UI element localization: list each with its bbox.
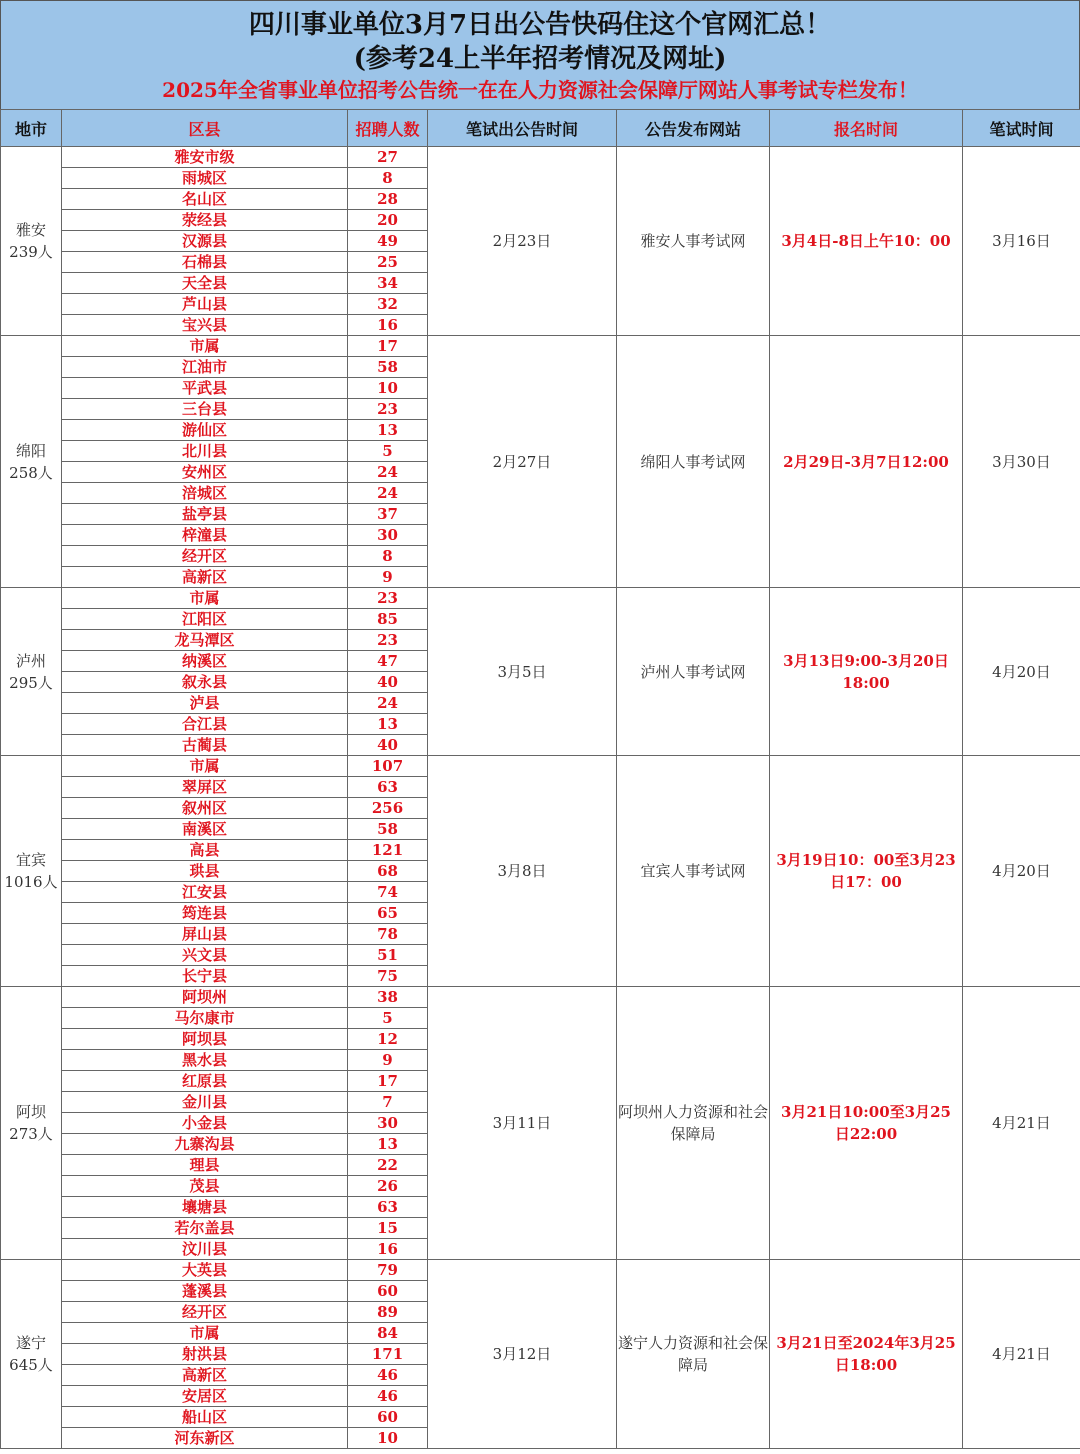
recruit-count: 9 bbox=[348, 1050, 428, 1071]
county-name: 安居区 bbox=[62, 1386, 348, 1407]
recruit-count: 13 bbox=[348, 420, 428, 441]
county-name: 小金县 bbox=[62, 1113, 348, 1134]
county-name: 宝兴县 bbox=[62, 315, 348, 336]
county-name: 三台县 bbox=[62, 399, 348, 420]
recruit-count: 60 bbox=[348, 1281, 428, 1302]
page-title: 四川事业单位3月7日出公告快码住这个官网汇总！ bbox=[248, 10, 832, 40]
county-name: 石棉县 bbox=[62, 252, 348, 273]
county-name: 雅安市级 bbox=[62, 147, 348, 168]
recruit-count: 34 bbox=[348, 273, 428, 294]
recruit-count: 65 bbox=[348, 903, 428, 924]
registration-time: 3月21日至2024年3月25日18:00 bbox=[770, 1260, 963, 1449]
city-cell bbox=[1, 756, 62, 987]
exam-date: 3月30日 bbox=[963, 336, 1080, 588]
county-name: 黑水县 bbox=[62, 1050, 348, 1071]
publish-website: 绵阳人事考试网 bbox=[617, 336, 770, 588]
county-name: 理县 bbox=[62, 1155, 348, 1176]
recruit-count: 30 bbox=[348, 525, 428, 546]
registration-time: 3月4日-8日上午10：00 bbox=[770, 147, 963, 336]
recruit-count: 58 bbox=[348, 819, 428, 840]
county-name: 大英县 bbox=[62, 1260, 348, 1281]
recruit-count: 28 bbox=[348, 189, 428, 210]
announce-date: 3月12日 bbox=[428, 1260, 617, 1449]
city-name: 遂宁 bbox=[15, 1334, 46, 1352]
city-cell bbox=[1, 1260, 62, 1449]
recruit-count: 63 bbox=[348, 1197, 428, 1218]
county-name: 高县 bbox=[62, 840, 348, 861]
county-name: 市属 bbox=[62, 1323, 348, 1344]
county-name: 马尔康市 bbox=[62, 1008, 348, 1029]
recruit-count: 107 bbox=[348, 756, 428, 777]
county-name: 红原县 bbox=[62, 1071, 348, 1092]
county-name: 汶川县 bbox=[62, 1239, 348, 1260]
county-name: 河东新区 bbox=[62, 1428, 348, 1449]
registration-time: 3月13日9:00-3月20日18:00 bbox=[770, 588, 963, 756]
county-name: 屏山县 bbox=[62, 924, 348, 945]
recruit-count: 26 bbox=[348, 1176, 428, 1197]
exam-date: 4月20日 bbox=[963, 756, 1080, 987]
city-name: 阿坝 bbox=[15, 1103, 46, 1121]
county-name: 壤塘县 bbox=[62, 1197, 348, 1218]
recruit-count: 40 bbox=[348, 735, 428, 756]
city-cell bbox=[1, 987, 62, 1260]
recruit-count: 121 bbox=[348, 840, 428, 861]
notice-banner: 2025年全省事业单位招考公告统一在在人力资源社会保障厅网站人事考试专栏发布！ bbox=[162, 78, 918, 102]
recruit-count: 25 bbox=[348, 252, 428, 273]
recruit-count: 13 bbox=[348, 1134, 428, 1155]
col-header-city: 地市 bbox=[1, 110, 62, 147]
recruit-count: 23 bbox=[348, 399, 428, 420]
county-name: 雨城区 bbox=[62, 168, 348, 189]
exam-date: 4月20日 bbox=[963, 588, 1080, 756]
county-name: 南溪区 bbox=[62, 819, 348, 840]
exam-date: 3月16日 bbox=[963, 147, 1080, 336]
recruit-count: 10 bbox=[348, 1428, 428, 1449]
recruit-count: 24 bbox=[348, 462, 428, 483]
city-cell bbox=[1, 147, 62, 336]
recruit-count: 15 bbox=[348, 1218, 428, 1239]
recruit-count: 17 bbox=[348, 336, 428, 357]
col-header-exam: 笔试时间 bbox=[963, 110, 1080, 147]
table-row bbox=[1, 588, 1080, 609]
recruit-count: 51 bbox=[348, 945, 428, 966]
publish-website: 宜宾人事考试网 bbox=[617, 756, 770, 987]
col-header-registration: 报名时间 bbox=[770, 110, 963, 147]
col-header-count: 招聘人数 bbox=[348, 110, 428, 147]
county-name: 茂县 bbox=[62, 1176, 348, 1197]
recruit-count: 89 bbox=[348, 1302, 428, 1323]
city-total: 295人 bbox=[9, 673, 53, 692]
announce-date: 3月11日 bbox=[428, 987, 617, 1260]
county-name: 游仙区 bbox=[62, 420, 348, 441]
recruit-count: 16 bbox=[348, 315, 428, 336]
county-name: 高新区 bbox=[62, 567, 348, 588]
recruit-count: 9 bbox=[348, 567, 428, 588]
publish-website: 泸州人事考试网 bbox=[617, 588, 770, 756]
city-total: 273人 bbox=[9, 1125, 53, 1143]
recruit-count: 24 bbox=[348, 693, 428, 714]
recruit-count: 8 bbox=[348, 168, 428, 189]
county-name: 江安县 bbox=[62, 882, 348, 903]
announce-date: 3月5日 bbox=[428, 588, 617, 756]
county-name: 船山区 bbox=[62, 1407, 348, 1428]
recruit-count: 78 bbox=[348, 924, 428, 945]
col-header-announce: 笔试出公告时间 bbox=[428, 110, 617, 147]
registration-time: 2月29日-3月7日12:00 bbox=[770, 336, 963, 588]
recruit-count: 23 bbox=[348, 588, 428, 609]
county-name: 安州区 bbox=[62, 462, 348, 483]
county-name: 长宁县 bbox=[62, 966, 348, 987]
recruit-count: 17 bbox=[348, 1071, 428, 1092]
county-name: 芦山县 bbox=[62, 294, 348, 315]
city-name: 宜宾 bbox=[15, 851, 46, 869]
county-name: 市属 bbox=[62, 336, 348, 357]
recruit-count: 30 bbox=[348, 1113, 428, 1134]
recruit-count: 47 bbox=[348, 651, 428, 672]
county-name: 泸县 bbox=[62, 693, 348, 714]
table-body bbox=[1, 147, 1080, 1449]
recruit-count: 5 bbox=[348, 441, 428, 462]
recruit-count: 7 bbox=[348, 1092, 428, 1113]
county-name: 龙马潭区 bbox=[62, 630, 348, 651]
recruit-count: 60 bbox=[348, 1407, 428, 1428]
recruit-count: 85 bbox=[348, 609, 428, 630]
recruit-count: 22 bbox=[348, 1155, 428, 1176]
recruit-count: 27 bbox=[348, 147, 428, 168]
county-name: 天全县 bbox=[62, 273, 348, 294]
recruit-count: 20 bbox=[348, 210, 428, 231]
county-name: 纳溪区 bbox=[62, 651, 348, 672]
registration-time: 3月19日10：00至3月23日17：00 bbox=[770, 756, 963, 987]
county-name: 市属 bbox=[62, 588, 348, 609]
recruit-count: 58 bbox=[348, 357, 428, 378]
header-row bbox=[1, 110, 1080, 147]
recruit-count: 10 bbox=[348, 378, 428, 399]
county-name: 九寨沟县 bbox=[62, 1134, 348, 1155]
county-name: 翠屏区 bbox=[62, 777, 348, 798]
recruitment-table bbox=[0, 109, 1080, 1449]
recruit-count: 74 bbox=[348, 882, 428, 903]
recruit-count: 8 bbox=[348, 546, 428, 567]
county-name: 涪城区 bbox=[62, 483, 348, 504]
county-name: 汉源县 bbox=[62, 231, 348, 252]
table-row bbox=[1, 987, 1080, 1008]
county-name: 阿坝县 bbox=[62, 1029, 348, 1050]
recruit-count: 68 bbox=[348, 861, 428, 882]
county-name: 荥经县 bbox=[62, 210, 348, 231]
recruit-count: 171 bbox=[348, 1344, 428, 1365]
county-name: 盐亭县 bbox=[62, 504, 348, 525]
recruit-count: 23 bbox=[348, 630, 428, 651]
publish-website: 雅安人事考试网 bbox=[617, 147, 770, 336]
announce-date: 2月23日 bbox=[428, 147, 617, 336]
county-name: 北川县 bbox=[62, 441, 348, 462]
publish-website: 遂宁人力资源和社会保障局 bbox=[617, 1260, 770, 1449]
recruit-count: 256 bbox=[348, 798, 428, 819]
county-name: 蓬溪县 bbox=[62, 1281, 348, 1302]
page-subtitle: (参考24上半年招考情况及网址) bbox=[353, 44, 727, 74]
recruit-count: 63 bbox=[348, 777, 428, 798]
county-name: 若尔盖县 bbox=[62, 1218, 348, 1239]
recruit-count: 40 bbox=[348, 672, 428, 693]
county-name: 江油市 bbox=[62, 357, 348, 378]
col-header-county: 区县 bbox=[62, 110, 348, 147]
table-row bbox=[1, 336, 1080, 357]
recruit-count: 32 bbox=[348, 294, 428, 315]
county-name: 射洪县 bbox=[62, 1344, 348, 1365]
table-row bbox=[1, 147, 1080, 168]
recruit-count: 37 bbox=[348, 504, 428, 525]
city-cell bbox=[1, 588, 62, 756]
recruit-count: 84 bbox=[348, 1323, 428, 1344]
county-name: 经开区 bbox=[62, 1302, 348, 1323]
county-name: 叙州区 bbox=[62, 798, 348, 819]
recruit-count: 38 bbox=[348, 987, 428, 1008]
recruit-count: 49 bbox=[348, 231, 428, 252]
recruit-count: 5 bbox=[348, 1008, 428, 1029]
county-name: 经开区 bbox=[62, 546, 348, 567]
recruit-count: 46 bbox=[348, 1386, 428, 1407]
publish-website: 阿坝州人力资源和社会保障局 bbox=[617, 987, 770, 1260]
exam-date: 4月21日 bbox=[963, 1260, 1080, 1449]
announce-date: 2月27日 bbox=[428, 336, 617, 588]
county-name: 市属 bbox=[62, 756, 348, 777]
city-total: 1016人 bbox=[4, 873, 58, 891]
recruit-count: 13 bbox=[348, 714, 428, 735]
city-cell bbox=[1, 336, 62, 588]
county-name: 金川县 bbox=[62, 1092, 348, 1113]
table-row bbox=[1, 756, 1080, 777]
county-name: 古蔺县 bbox=[62, 735, 348, 756]
county-name: 叙永县 bbox=[62, 672, 348, 693]
table-row bbox=[1, 1260, 1080, 1281]
city-total: 645人 bbox=[9, 1356, 53, 1374]
announce-date: 3月8日 bbox=[428, 756, 617, 987]
registration-time: 3月21日10:00至3月25日22:00 bbox=[770, 987, 963, 1260]
county-name: 珙县 bbox=[62, 861, 348, 882]
county-name: 筠连县 bbox=[62, 903, 348, 924]
county-name: 兴文县 bbox=[62, 945, 348, 966]
city-total: 258人 bbox=[9, 463, 53, 482]
city-name: 绵阳 bbox=[15, 441, 46, 460]
city-name: 泸州 bbox=[15, 651, 46, 670]
city-total: 239人 bbox=[9, 243, 53, 261]
exam-date: 4月21日 bbox=[963, 987, 1080, 1260]
county-name: 梓潼县 bbox=[62, 525, 348, 546]
recruit-count: 79 bbox=[348, 1260, 428, 1281]
recruit-count: 75 bbox=[348, 966, 428, 987]
county-name: 合江县 bbox=[62, 714, 348, 735]
county-name: 高新区 bbox=[62, 1365, 348, 1386]
recruit-count: 24 bbox=[348, 483, 428, 504]
col-header-website: 公告发布网站 bbox=[617, 110, 770, 147]
recruit-count: 46 bbox=[348, 1365, 428, 1386]
county-name: 阿坝州 bbox=[62, 987, 348, 1008]
county-name: 平武县 bbox=[62, 378, 348, 399]
recruit-count: 16 bbox=[348, 1239, 428, 1260]
recruit-count: 12 bbox=[348, 1029, 428, 1050]
county-name: 江阳区 bbox=[62, 609, 348, 630]
city-name: 雅安 bbox=[15, 221, 46, 239]
county-name: 名山区 bbox=[62, 189, 348, 210]
